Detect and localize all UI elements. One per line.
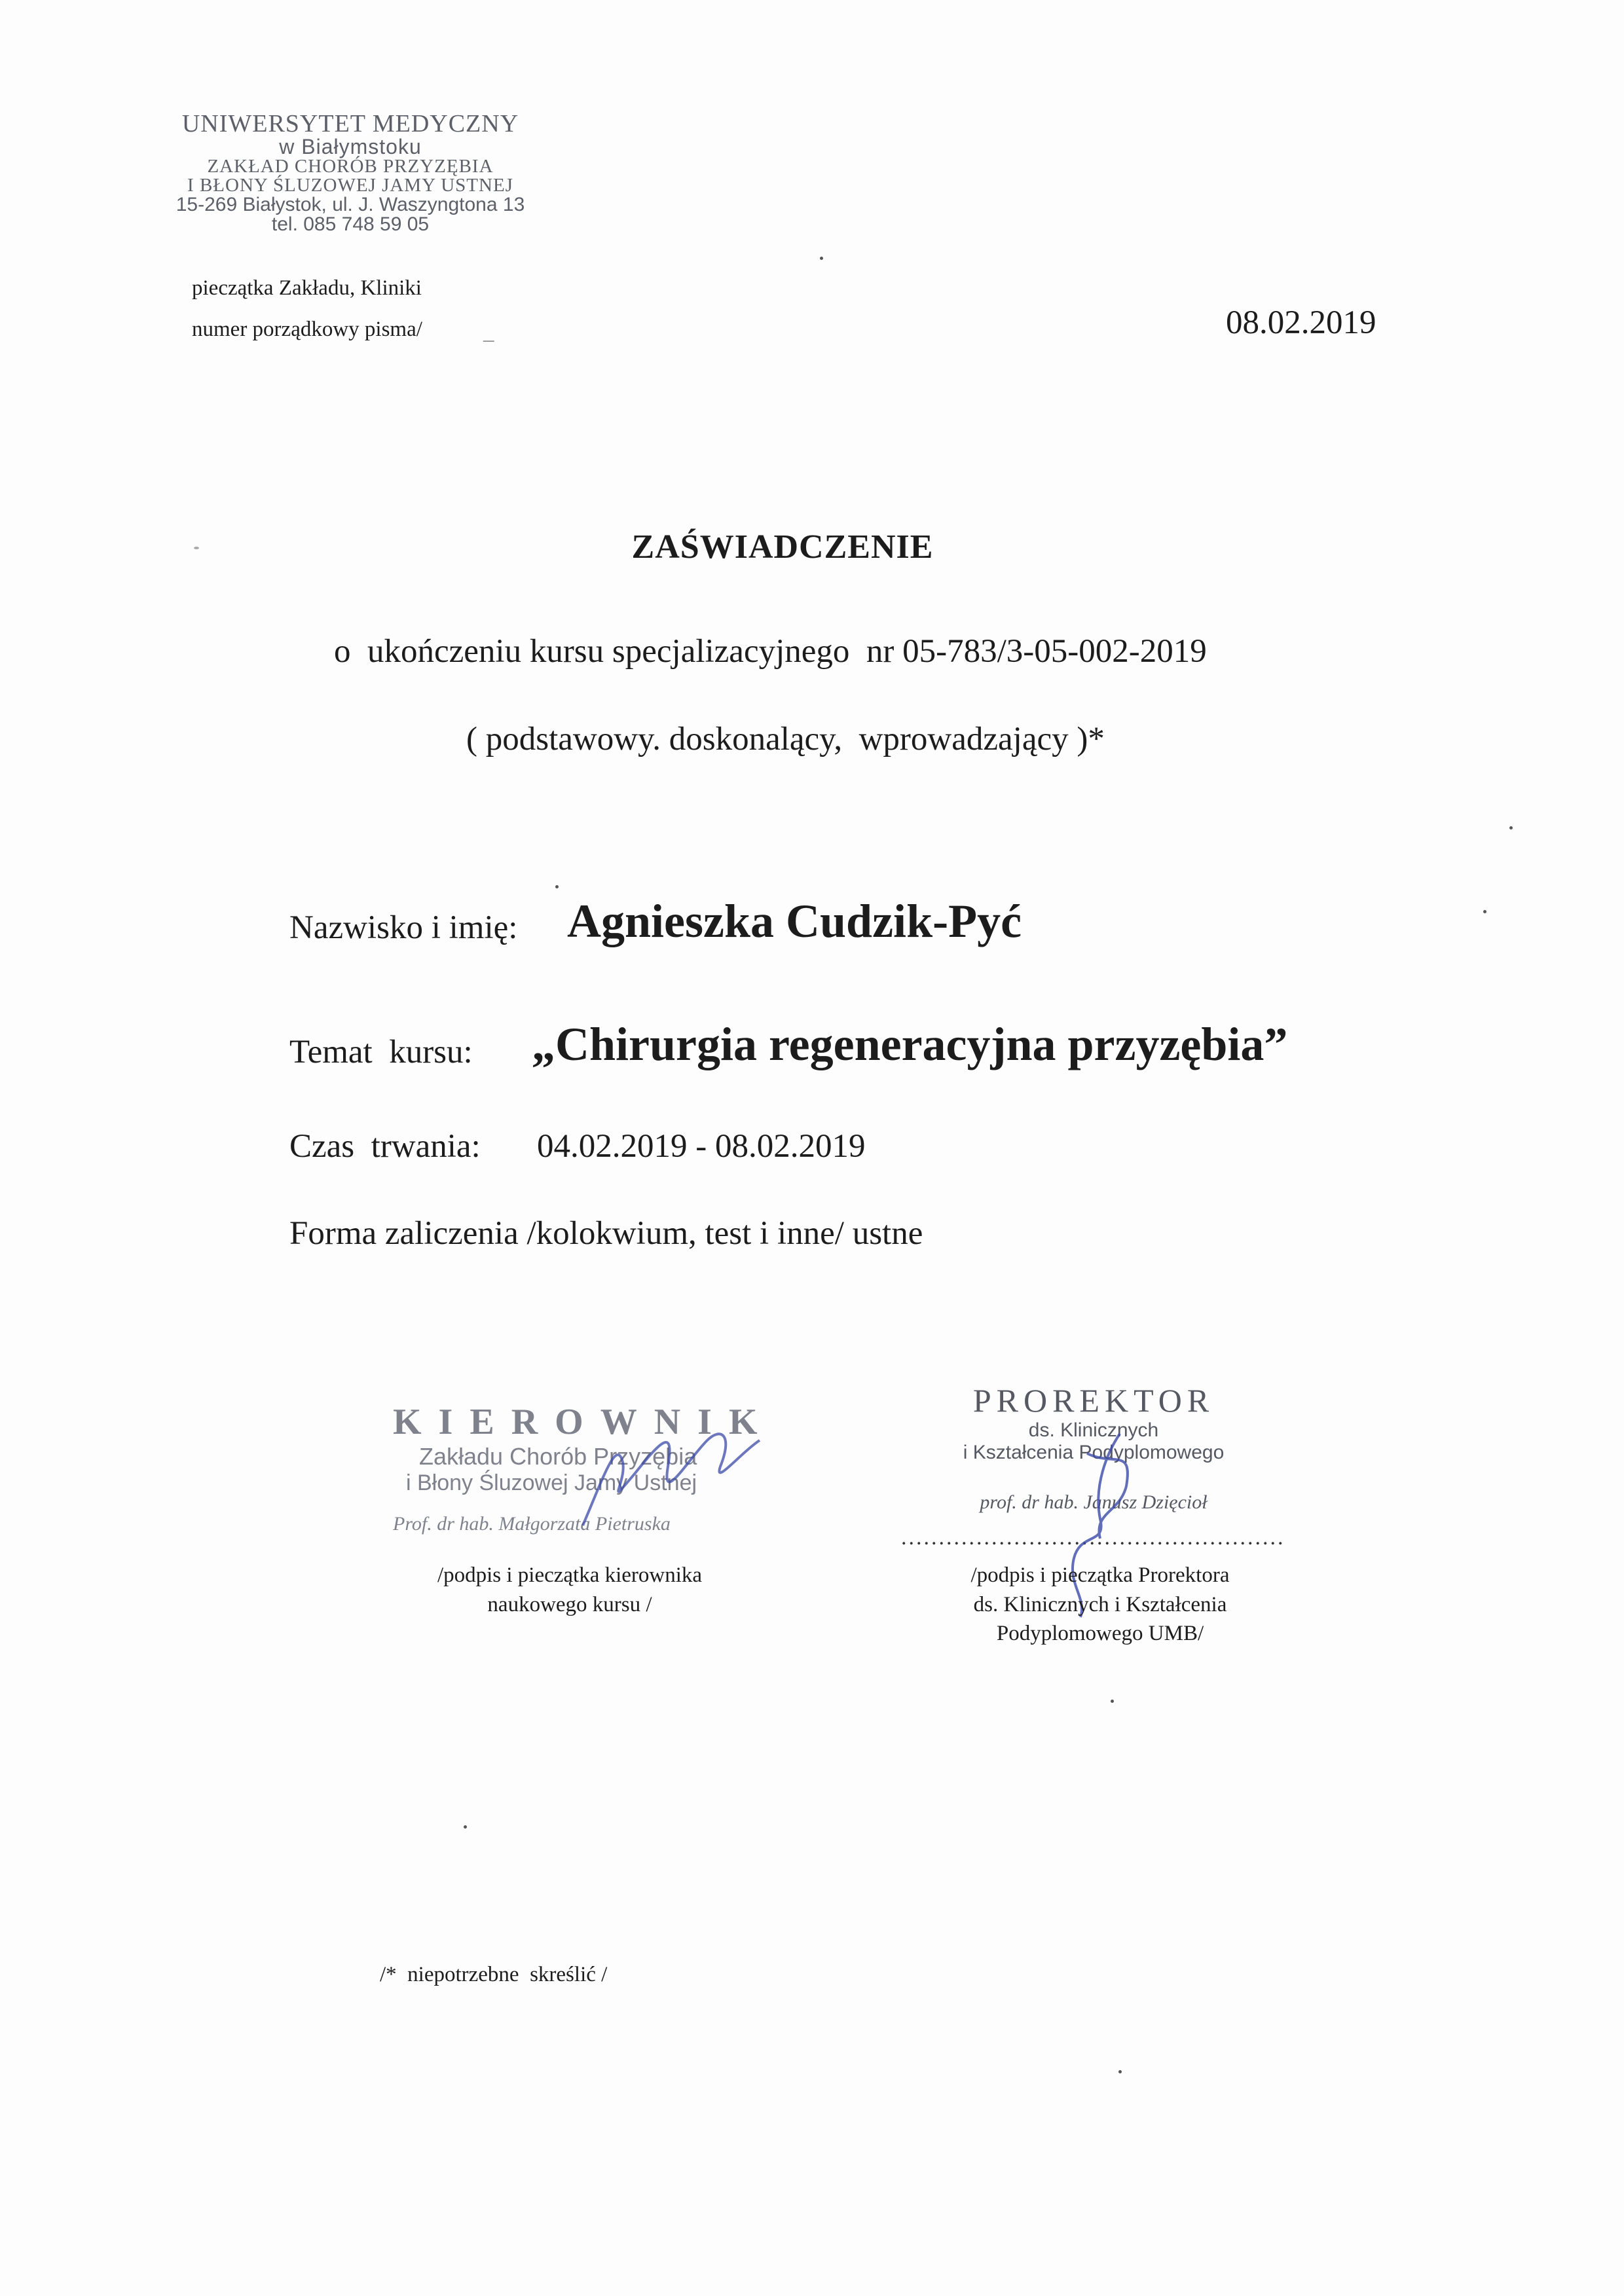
stamp-department: ZAKŁAD CHORÓB PRZYZĘBIA xyxy=(207,156,494,177)
director-stamp-name: Prof. dr hab. Małgorzata Pietruska xyxy=(393,1513,671,1535)
scan-speck xyxy=(1111,1700,1114,1703)
director-stamp-dept: Zakładu Chorób Przyzębia xyxy=(419,1443,697,1470)
prorector-stamp-line3: i Kształcenia Podyplomowego xyxy=(963,1442,1225,1463)
prorector-caption xyxy=(917,1561,1283,1649)
prorector-stamp-title: PROREKTOR xyxy=(972,1382,1215,1419)
topic-label: Temat kursu: xyxy=(289,1034,473,1070)
scan-speck xyxy=(820,257,823,260)
stamp-university: UNIWERSYTET MEDYCZNY xyxy=(181,110,519,137)
assessment-form-line: Forma zaliczenia /kolokwium, test i inne/ ustne xyxy=(289,1215,923,1252)
stamp-address: 15-269 Białystok, ul. J. Waszyngtona 13 xyxy=(175,194,525,215)
name-value: Agnieszka Cudzik-Pyć xyxy=(567,895,1022,947)
number-caption: numer porządkowy pisma/ xyxy=(192,318,422,341)
topic-value: „Chirurgia regeneracyjna przyzębia” xyxy=(532,1018,1288,1070)
prorector-caption-line2: ds. Klinicznych i Kształcenia xyxy=(973,1592,1227,1616)
director-caption-line1: /podpis i pieczątka kierownika xyxy=(437,1563,703,1587)
scan-speck xyxy=(555,885,559,888)
document-title: ZAŚWIADCZENIE xyxy=(631,528,934,566)
footnote: /* niepotrzebne skreślić / xyxy=(380,1963,608,1986)
duration-value: 04.02.2019 - 08.02.2019 xyxy=(537,1128,866,1165)
stamp-department-2: I BŁONY ŚLUZOWEJ JAMY USTNEJ xyxy=(187,175,513,196)
director-stamp-title: KIEROWNIK xyxy=(393,1402,775,1442)
scan-speck xyxy=(1118,2070,1122,2073)
name-label: Nazwisko i imię: xyxy=(289,909,518,946)
prorector-caption-line1: /podpis i pieczątka Prorektora xyxy=(970,1563,1230,1587)
stamp-phone: tel. 085 748 59 05 xyxy=(271,213,430,235)
course-type-line: ( podstawowy. doskonalący, wprowadzający )* xyxy=(466,721,1105,757)
director-caption-line2: naukowego kursu / xyxy=(487,1592,652,1616)
prorector-stamp-name: prof. dr hab. Janusz Dzięcioł xyxy=(980,1491,1208,1513)
director-stamp-dept-2: i Błony Śluzowej Jamy Ustnej xyxy=(406,1470,697,1495)
scan-speck xyxy=(1509,826,1513,829)
duration-label: Czas trwania: xyxy=(289,1128,481,1165)
director-caption xyxy=(367,1561,773,1619)
document-date: 08.02.2019 xyxy=(1226,304,1376,341)
institution-stamp xyxy=(164,111,537,234)
prorector-stamp-line2: ds. Klinicznych xyxy=(1028,1419,1159,1441)
director-signature xyxy=(563,1401,799,1545)
scan-speck xyxy=(1483,910,1486,913)
course-line: o ukończeniu kursu specjalizacyjnego nr 05-783/3-05-002-2019 xyxy=(334,633,1207,670)
number-dash: _ xyxy=(483,321,494,344)
scan-speck xyxy=(194,547,199,549)
stamp-caption: pieczątka Zakładu, Kliniki xyxy=(192,276,422,300)
scan-speck xyxy=(464,1825,467,1829)
stamp-city: w Białymstoku xyxy=(279,135,422,158)
signature-dotted-line: ................................................... xyxy=(901,1525,1285,1550)
prorector-caption-line3: Podyplomowego UMB/ xyxy=(996,1622,1204,1646)
